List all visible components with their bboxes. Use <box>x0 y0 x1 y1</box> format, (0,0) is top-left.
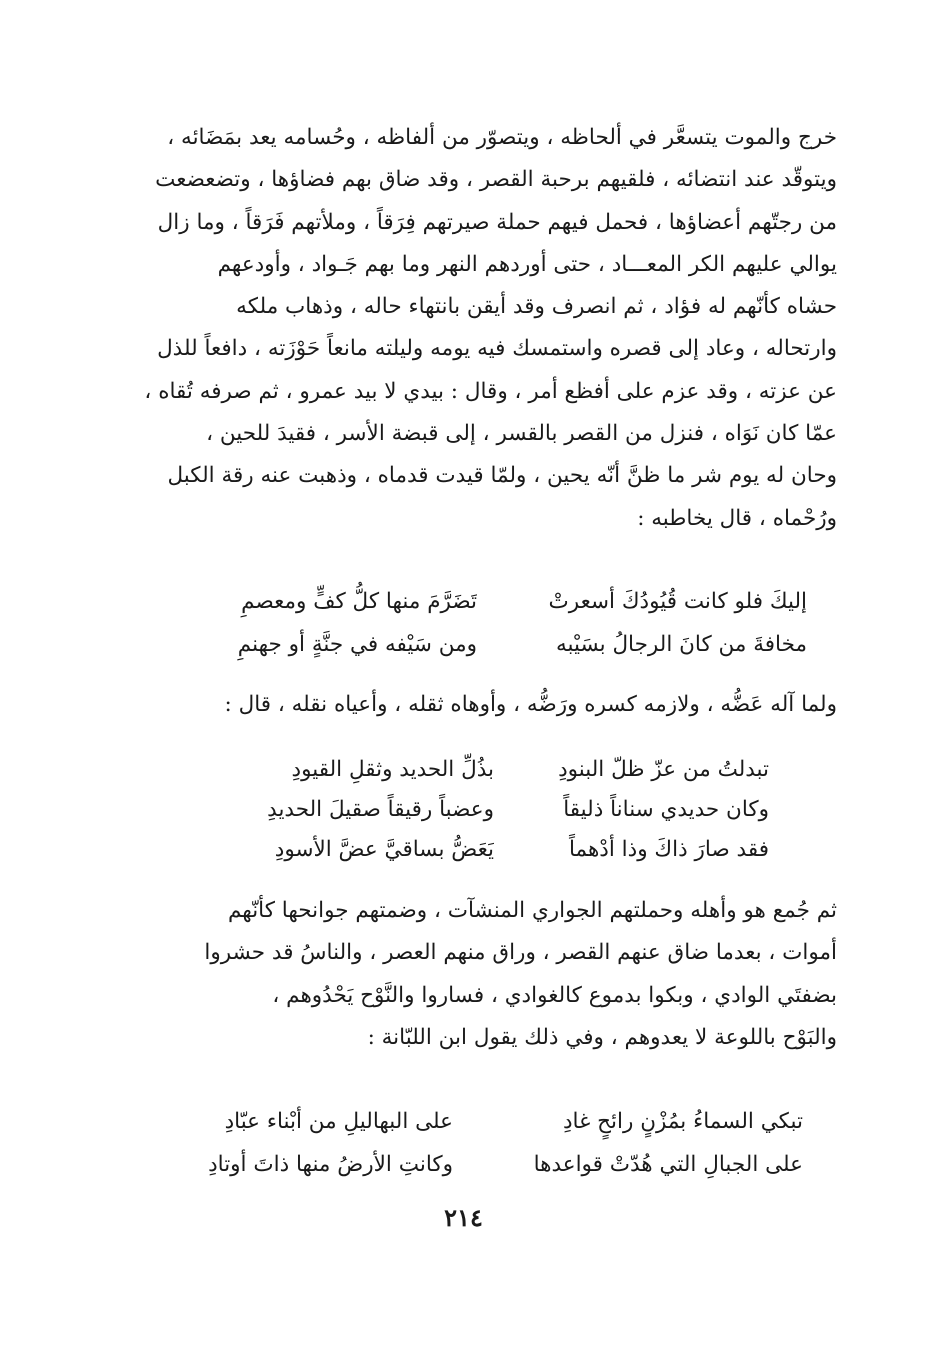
verse-first-hemistich: تبدلتُ من عزّ ظلّ البنودِ <box>558 757 769 782</box>
verse-second-hemistich: وكانتِ الأرضُ منها ذاتَ أوتادِ <box>208 1152 453 1177</box>
text-line: ثم جُمع هو وأهله وحملتهم الجواري المنشآت ، وضمتهم جوانحها كأنّهم <box>227 898 837 923</box>
verse-first-hemistich: فقد صارَ ذاكَ وذا أدْهماً <box>568 837 769 862</box>
text-line-last: ورُحْماه ، قال يخاطبه : <box>637 505 837 531</box>
text-line: خرج والموت يتسعَّر في ألحاظه ، ويتصوّر من ألفاظه ، وحُسامه يعد بمَضَائه ، <box>167 125 837 150</box>
text-line: بضفتَي الوادي ، وبكوا بدموع كالغوادي ، فساروا والنَّوْح يَحْدُوهم ، <box>272 982 837 1008</box>
poem-2 <box>169 750 769 870</box>
verse <box>127 623 807 666</box>
verse-second-hemistich: تَضَرَّمَ منها كلُّ كفٍّ ومعصمِ <box>241 589 477 614</box>
text-line: حشاه كأنّهم له فؤاد ، ثم انصرف وقد أيقن بانتهاء حاله ، وذهاب ملكه <box>236 294 837 320</box>
verse-first-hemistich: إليكَ فلو كانت قُيُودُكَ أسعرتْ <box>548 589 807 614</box>
page-number: ٢١٤ <box>444 1203 483 1232</box>
poem-1 <box>127 580 807 666</box>
text-line: وحان له يوم شر ما ظنَّ أنّه يحين ، ولمّا قيدت قدماه ، وذهبت عنه رقة الكبل <box>167 463 837 489</box>
text-line: يوالي عليهم الكر المعـــاد ، حتى أوردهم النهر وما بهم جَـواد ، وأودعهم <box>217 251 837 277</box>
verse-second-hemistich: ومن سَيْفه في جنَّةٍ أو جهنمِ <box>237 632 477 657</box>
poem-3 <box>123 1100 803 1186</box>
prose-paragraph-2 <box>136 684 837 726</box>
verse <box>127 580 807 623</box>
verse-second-hemistich: يَعَضُّ بساقيَّ عضَّ الأسودِ <box>274 837 494 862</box>
text-line-last: والبَوْح باللوعة لا يعدوهم ، وفي ذلك يقول ابن اللبّانة : <box>367 1024 837 1050</box>
prose-paragraph-3 <box>136 890 837 1059</box>
verse-first-hemistich: مخافةَ من كانَ الرجالُ بسَيْبه <box>555 632 807 657</box>
text-line: عن عزته ، وقد عزم على أفظع أمر ، وقال : بيدي لا بيد عمرو ، ثم صرفه تُقاه ، <box>144 378 837 404</box>
verse-first-hemistich: على الجبالِ التي هُدّتْ قواعدها <box>533 1152 803 1177</box>
prose-paragraph-1 <box>136 117 837 540</box>
verse-second-hemistich: على البهاليلِ من أبْناء عبّادِ <box>224 1109 453 1134</box>
text-line: عمّا كان نَوَاه ، فنزل من القصر بالقسر ، إلى قبضة الأسر ، فقيدَ للحين ، <box>206 421 837 447</box>
verse <box>169 750 769 790</box>
text-line: وارتحاله ، وعاد إلى قصره واستمسك فيه يومه وليلته مانعاً حَوْزَته ، دافعاً للذل <box>157 336 837 362</box>
verse <box>123 1100 803 1143</box>
verse-second-hemistich: وعضباً رقيقاً صقيلَ الحديدِ <box>267 797 494 822</box>
verse <box>169 790 769 830</box>
verse-first-hemistich: تبكي السماءُ بمُزْنٍ رائحٍ غادِ <box>562 1109 803 1134</box>
text-line: ويتوقّد عند انتضائه ، فلقيهم برحبة القصر ، وقد ضاق بهم فضاؤها ، وتضعضعت <box>155 167 837 193</box>
text-line: من رجتّهم أعضاؤها ، فحمل فيهم حملة صيرتهم فِرَقاً ، وملأتهم فَرَقاً ، وما زال <box>157 209 837 235</box>
text-line-last: ولما آله عَضُّه ، ولازمه كسره ورَضُّه ، وأوهاه ثقله ، وأعياه نقله ، قال : <box>224 692 837 717</box>
verse <box>123 1143 803 1186</box>
text-line: أموات ، بعدما ضاق عنهم القصر ، وراق منهم العصر ، والناسُ قد حشروا <box>204 940 837 966</box>
verse-second-hemistich: بذُلِّ الحديد وثقلِ القيودِ <box>291 757 494 782</box>
verse-first-hemistich: وكان حديدي سناناً ذليقاً <box>563 797 769 822</box>
verse <box>169 830 769 870</box>
